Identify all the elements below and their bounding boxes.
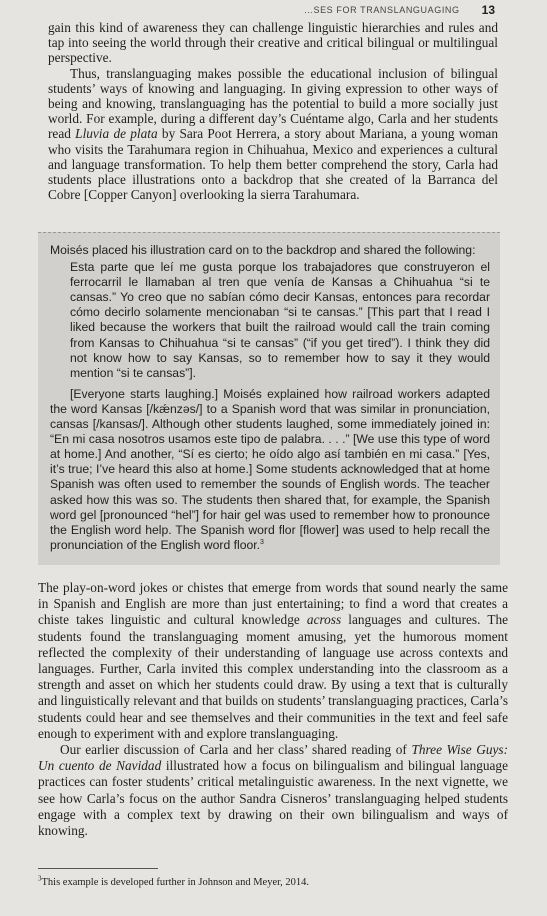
body-text-bottom — [38, 580, 508, 839]
paragraph-2-part-1: Thus, translanguaging makes possible the educational inclusion of bilingual students’ ways of knowing and languaging. In giving expression to other ways of being and knowing, translanguaging has the potential to build a more socially just world. For example, during a different day’s Cuéntame algo, Carla and her students read — [48, 65, 498, 142]
paragraph-3-part-2: languages and cultures. The students found the translanguaging moment amusing, yet the humorous moment reflected the complexity of their understanding of language use across contexts and languages. Further, Carla invited this complex understanding into the classroom as a strength and asset on which her students could draw. By using a text that is culturally and linguistically relevant and that builds on students’ translanguaging practices, Carla’s students could hear and see themselves and their communities in the text and feel safe enough to experiment with and explore translanguaging. — [38, 612, 508, 741]
vignette-intro: Moisés placed his illustration card on to the backdrop and shared the following: — [50, 243, 476, 257]
book-title-lluvia-de-plata: Lluvia de plata — [75, 126, 158, 142]
emphasis-across: across — [306, 612, 342, 628]
running-head: …SES FOR TRANSLANGUAGING — [303, 5, 460, 15]
paragraph-4-part-2: illustrated how a focus on bilingualism and bilingual language practices can foster students’ critical metalinguistic awareness. In the next vignette, we see how Carla’s focus on the author Sandra Cisneros’ translanguaging helped students engage with a complex text by drawing on their own bilingualism and ways of knowing. — [38, 758, 508, 839]
footnote-reference[interactable]: 3 — [260, 538, 264, 546]
vignette-box — [38, 232, 500, 565]
paragraph-3-part-1: The play-on-word jokes or chistes that emerge from words that sound nearly the same in Spanish and English are more than just entertaining; to find a word that creates a chiste takes linguistic and cultural knowledge — [38, 580, 508, 628]
book-title-three-wise-guys: Three Wise Guys: Un cuento de Navidad — [38, 742, 508, 774]
vignette-quote: Esta parte que leí me gusta porque los trabajadores que construyeron el ferrocarril le llamaban al tren que venía de Kansas a Chihuahua “si te cansas.” Yo creo que no sabían cómo decir Kansas, entonces para recordar cómo decirlo solamente mencionaban “si te cansas.” [This part that I read I liked because the workers that built the railroad would call the train coming from Kansas to Chihuahua “si te cansas” (“if you get tired”). I think they did not know how to say Kansas, so to remember how to say it they would mention “si te cansas”]. — [70, 260, 490, 380]
paragraph-3 — [38, 580, 508, 742]
vignette-story-text: [Everyone starts laughing.] Moisés explained how railroad workers adapted the word Kansas [/kǽnzəs/] to a Spanish word that was similar in pronunciation, cansas [/kansas/]. Although other students laughed, some immediately joined in: “En mi casa nosotros usamos este tipo de palabra. . . .” [We use this type of word at home.] And another, “Sí es cierto; he oído algo así también en mi casa.” [Yes, it’s true; I’ve heard this also at home.] Some students acknowledged that at home Spanish was often used to remember the sounds of English words. The teacher asked how this was so. The students then shared that, for example, the Spanish word gel [pronounced “hel”] for hair gel was used to remember how to pronounce the English word help. The Spanish word flor [flower] was used to help recall the pronunciation of the English word floor. — [50, 386, 490, 552]
footnote-text: This example is developed further in Johnson and Meyer, 2014. — [41, 877, 310, 888]
page-number: 13 — [481, 3, 495, 17]
page-header — [0, 0, 547, 20]
paragraph-4-part-1: Our earlier discussion of Carla and her class’ shared reading of — [60, 742, 412, 758]
paragraph-1: gain this kind of awareness they can challenge linguistic hierarchies and rules and tap into seeing the world through their creative and critical bilingual or multilingual perspective. — [48, 20, 498, 66]
paragraph-2 — [48, 66, 498, 203]
vignette-story — [50, 387, 490, 553]
paragraph-4 — [38, 742, 508, 839]
paragraph-2-part-2: by Sara Poot Herrera, a story about Mariana, a young woman who visits the Tarahumara region in Chihuahua, Mexico and experiences a cultural and language transformation. To help them better comprehend the story, Carla had students place illustrations onto a backdrop that she created of la Barranca del Cobre [Copper Canyon] overlooking la sierra Tarahumara. — [48, 126, 498, 203]
footnote-marker: 3 — [38, 874, 42, 883]
footnote — [38, 876, 508, 889]
footnote-divider — [38, 868, 158, 869]
body-text-top — [48, 20, 498, 202]
